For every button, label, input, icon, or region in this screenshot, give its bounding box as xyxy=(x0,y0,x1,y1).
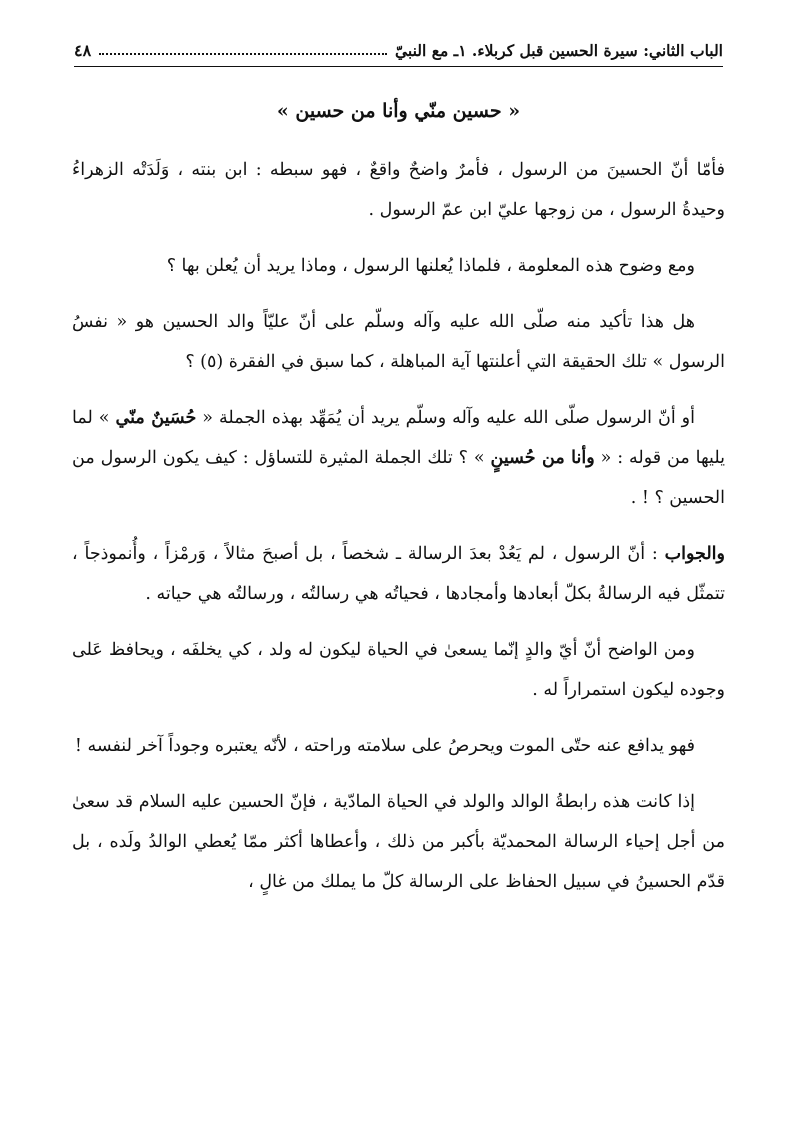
paragraph-5 xyxy=(72,534,725,614)
paragraph-6: ومن الواضح أنّ أيّ والدٍ إنّما يسعىٰ في الحياة ليكون له ولد ، كي يخلفَه ، ويحافظ عَلى وجوده ليكون استمراراً له . xyxy=(72,640,725,700)
paragraph-2: ومع وضوح هذه المعلومة ، فلماذا يُعلنها الرسول ، وماذا يريد أن يُعلن بها ؟ xyxy=(166,256,695,276)
paragraph-5-text: : أنّ الرسول ، لم يَعُدْ بعدَ الرسالة ـ شخصاً ، بل أصبحَ مثالاً ، وَرمْزاً ، وأُنموذجاً ، تتمثّل فيه الرسالةُ بكلّ أبعادها وأمجادها ، فحياتُه هي رسالتُه ، ورسالتُه هي حياته . xyxy=(72,544,725,604)
answer-label: والجواب xyxy=(664,544,725,564)
body-text xyxy=(72,150,725,918)
page-number: ٤٨ xyxy=(74,41,92,60)
paragraph-4-lead: أو أنّ الرسول صلّى الله عليه وآله وسلّم يريد أن يُمَهِّد بهذه الجملة « xyxy=(196,408,695,428)
chapter-title: الباب الثاني: سيرة الحسين قبل كربلاء. ١ـ مع النبيّ xyxy=(395,41,723,60)
paragraph-1: فأمّا أنّ الحسينَ من الرسول ، فأمرٌ واضحٌ واقعٌ ، فهو سبطه : ابن بنته ، وَلَدَتْه الزهراءُ وحيدةُ الرسول ، من زوجها عليّ ابن عمّ الرسول . xyxy=(72,160,725,220)
paragraph-4 xyxy=(72,398,725,518)
dot-leader xyxy=(99,52,387,55)
paragraph-8: إذا كانت هذه رابطةُ الوالد والولد في الحياة المادّية ، فإنّ الحسين عليه السلام قد سعىٰ من أجل إحياء الرسالة المحمديّة بأكبر من ذلك ، وأعطاها أكثر ممّا يُعطي الوالدُ ولَده ، بل قدّم الحسينُ في سبيل الحفاظ على الرسالة كلّ ما يملك من غالٍ ، xyxy=(72,792,725,892)
header-rule xyxy=(74,66,723,67)
quote-husayn-minni: حُسَينٌ منّي xyxy=(115,408,197,428)
quote-ana-min-husayn: وأنا من حُسينٍ xyxy=(490,448,595,468)
paragraph-7: فهو يدافع عنه حتّى الموت ويحرصُ على سلامته وراحته ، لأنّه يعتبره وجوداً آخر لنفسه ! xyxy=(74,736,695,756)
paragraph-4-mid: » لما يليها من قوله : « xyxy=(72,408,726,468)
paragraph-4-tail: » ؟ تلك الجملة المثيرة للتساؤل : كيف يكون الرسول من الحسين ؟ ! . xyxy=(72,448,725,508)
section-title: « حسين منّي وأنا من حسين » xyxy=(276,100,521,122)
paragraph-3: هل هذا تأكيد منه صلّى الله عليه وآله وسلّم على أنّ عليّاً والد الحسين هو « نفسُ الرسول » تلك الحقيقة التي أعلنتها آية المباهلة ، كما سبق في الفقرة (٥) ؟ xyxy=(72,312,725,372)
running-header xyxy=(74,30,723,60)
